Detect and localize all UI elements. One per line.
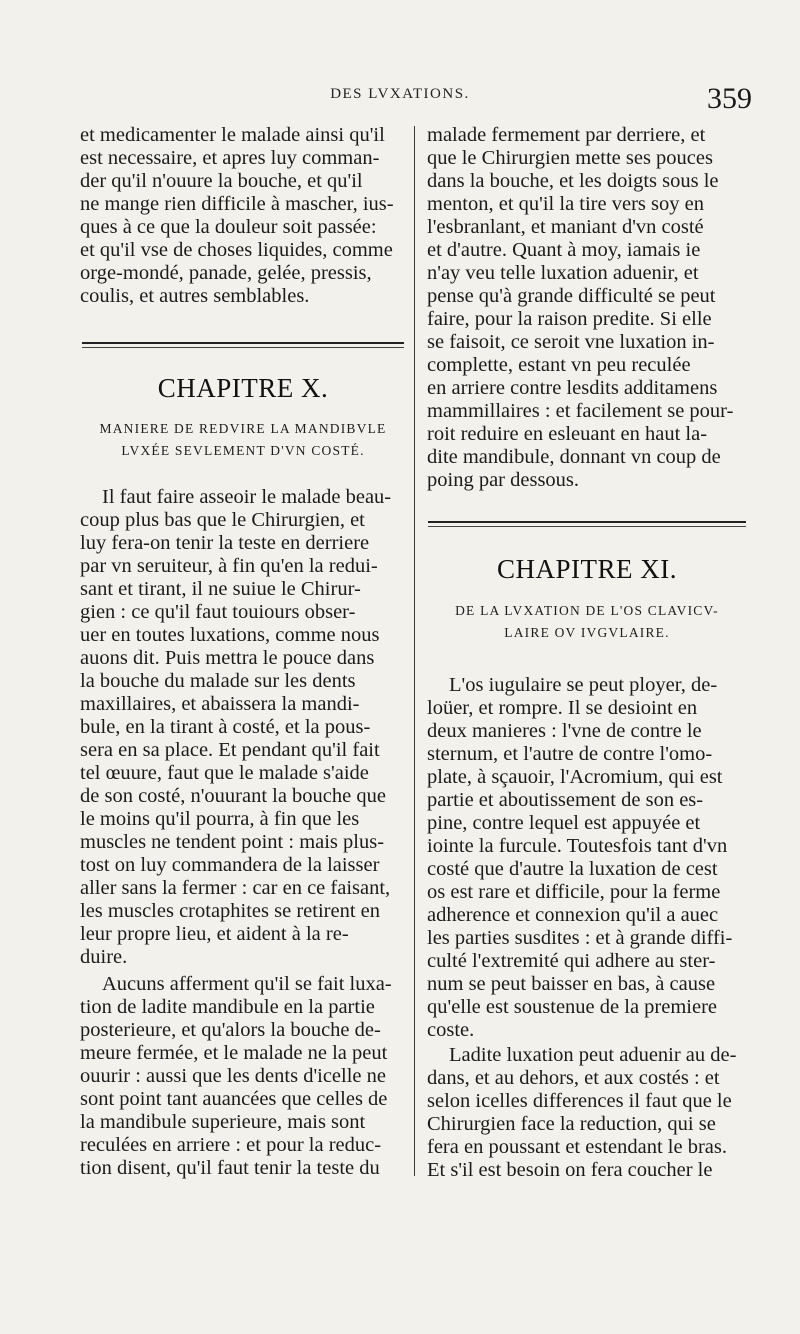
text-line: dans, et au dehors, et aux costés : et xyxy=(427,1067,720,1089)
text-line: partie et aboutissement de son es- xyxy=(427,789,704,811)
text-line: ne mange rien difficile à mascher, ius- xyxy=(80,193,394,215)
subtitle-line: MANIERE DE REDVIRE LA MANDIBVLE xyxy=(99,421,387,436)
text-line: tost on luy commandera de la laisser xyxy=(80,854,380,876)
text-line: tion disent, qu'il faut tenir la teste du xyxy=(80,1157,380,1179)
page-number: 359 xyxy=(707,82,752,115)
subtitle-line: LVXÉE SEVLEMENT D'VN COSTÉ. xyxy=(121,443,365,458)
text-line: Chirurgien face la reduction, qui se xyxy=(427,1113,716,1135)
text-line: uer en toutes luxations, comme nous xyxy=(80,624,380,646)
text-line: la mandibule superieure, mais sont xyxy=(80,1111,366,1133)
text-line: selon icelles differences il faut que le xyxy=(427,1090,732,1112)
text-line: gien : ce qu'il faut touiours obser- xyxy=(80,601,356,623)
left-column-para3 xyxy=(80,973,405,1180)
text-line: coup plus bas que le Chirurgien, et xyxy=(80,509,365,531)
text-line: tel œuure, faut que le malade s'aide xyxy=(80,762,369,784)
text-line: aller sans la fermer : car en ce faisant, xyxy=(80,877,391,899)
text-line: pine, contre lequel est appuyée et xyxy=(427,812,701,834)
subtitle-line: DE LA LVXATION DE L'OS CLAVICV- xyxy=(455,603,719,618)
running-title: DES LVXATIONS. xyxy=(330,86,470,102)
chapter-subtitle xyxy=(82,418,404,462)
text-line: et d'autre. Quant à moy, iamais ie xyxy=(427,239,701,261)
text-line: le moins qu'il pourra, à fin que les xyxy=(80,808,360,830)
text-line: auons dit. Puis mettra le pouce dans xyxy=(80,647,375,669)
chapter-title: CHAPITRE X. xyxy=(157,373,329,403)
text-line: maxillaires, et abaissera la mandi- xyxy=(80,693,360,715)
text-line: posterieure, et qu'alors la bouche de- xyxy=(80,1019,381,1041)
text-line: num se peut baisser en bas, à cause xyxy=(427,973,716,995)
right-column-para2 xyxy=(427,674,752,1042)
text-line: ques à ce que la douleur soit passée: xyxy=(80,216,377,238)
text-line: roit reduire en esleuant en haut la- xyxy=(427,423,708,445)
text-line: os est rare et difficile, pour la ferme xyxy=(427,881,721,903)
text-line: dans la bouche, et les doigts sous le xyxy=(427,170,719,192)
chapter-rule xyxy=(428,521,746,523)
text-line: n'ay veu telle luxation aduenir, et xyxy=(427,262,699,284)
text-line: en arriere contre lesdits additamens xyxy=(427,377,718,399)
text-line: adherence et connexion qu'il a auec xyxy=(427,904,719,926)
text-line: der qu'il n'ouure la bouche, et qu'il xyxy=(80,170,363,192)
text-line: par vn seruiteur, à fin qu'en la redui- xyxy=(80,555,378,577)
text-line: coste. xyxy=(427,1019,475,1041)
text-line: est necessaire, et apres luy comman- xyxy=(80,147,380,169)
text-line: culté l'extremité qui adhere au ster- xyxy=(427,950,716,972)
text-line: plate, à sçauoir, l'Acromium, qui est xyxy=(427,766,723,788)
text-line: les muscles crotaphites se retirent en xyxy=(80,900,380,922)
text-line: duire. xyxy=(80,946,128,968)
text-line: les parties susdites : et à grande diffi- xyxy=(427,927,733,949)
text-line: qu'elle est soustenue de la premiere xyxy=(427,996,718,1018)
text-line: deux manieres : l'vne de contre le xyxy=(427,720,702,742)
text-line: iointe la furcule. Toutesfois tant d'vn xyxy=(427,835,728,857)
column-divider xyxy=(414,126,415,1176)
text-line: de son costé, n'ouurant la bouche que xyxy=(80,785,386,807)
text-line: reculées en arriere : et pour la reduc- xyxy=(80,1134,382,1156)
text-line: orge-mondé, panade, gelée, pressis, xyxy=(80,262,372,284)
text-line: Il faut faire asseoir le malade beau- xyxy=(102,486,392,508)
right-column-para3 xyxy=(427,1044,752,1182)
text-line: costé que d'autre la luxation de cest xyxy=(427,858,718,880)
chapter-rule xyxy=(82,347,404,348)
text-line: fera en poussant et estendant le bras. xyxy=(427,1136,727,1158)
text-line: malade fermement par derriere, et xyxy=(427,124,706,146)
text-line: mammillaires : et facilement se pour- xyxy=(427,400,734,422)
text-line: ouurir : aussi que les dents d'icelle ne xyxy=(80,1065,386,1087)
text-line: bule, en la tirant à costé, et la pous- xyxy=(80,716,371,738)
text-line: et qu'il vse de choses liquides, comme xyxy=(80,239,393,261)
text-line: la bouche du malade sur les dents xyxy=(80,670,356,692)
chapter-title: CHAPITRE XI. xyxy=(497,554,677,584)
text-line: tion de ladite mandibule en la partie xyxy=(80,996,375,1018)
chapter-subtitle xyxy=(428,600,746,644)
text-line: sant et tirant, il ne suiue le Chirur- xyxy=(80,578,361,600)
text-line: faire, pour la raison predite. Si elle xyxy=(427,308,712,330)
text-line: coulis, et autres semblables. xyxy=(80,285,310,307)
text-line: muscles ne tendent point : mais plus- xyxy=(80,831,385,853)
text-line: loüer, et rompre. Il se desioint en xyxy=(427,697,698,719)
text-line: sera en sa place. Et pendant qu'il fait xyxy=(80,739,380,761)
text-line: luy fera-on tenir la teste en derriere xyxy=(80,532,370,554)
text-line: sternum, et l'autre de contre l'omo- xyxy=(427,743,713,765)
left-column-para2 xyxy=(80,486,405,969)
text-line: complette, estant vn peu reculée xyxy=(427,354,691,376)
text-line: leur propre lieu, et aident à la re- xyxy=(80,923,349,945)
text-line: dite mandibule, donnant vn coup de xyxy=(427,446,721,468)
left-column-para1 xyxy=(80,124,405,308)
text-line: et medicamenter le malade ainsi qu'il xyxy=(80,124,385,146)
text-line: menton, et qu'il la tire vers soy en xyxy=(427,193,704,215)
subtitle-line: LAIRE OV IVGVLAIRE. xyxy=(504,625,670,640)
text-line: L'os iugulaire se peut ployer, de- xyxy=(449,674,718,696)
text-line: meure fermée, et le malade ne la peut xyxy=(80,1042,388,1064)
text-line: poing par dessous. xyxy=(427,469,580,491)
text-line: Aucuns afferment qu'il se fait luxa- xyxy=(102,973,392,995)
text-line: sont point tant auancées que celles de xyxy=(80,1088,388,1110)
text-line: se faisoit, ce seroit vne luxation in- xyxy=(427,331,715,353)
right-column-para1 xyxy=(427,124,752,492)
text-line: que le Chirurgien mette ses pouces xyxy=(427,147,713,169)
text-line: l'esbranlant, et maniant d'vn costé xyxy=(427,216,704,238)
text-line: pense qu'à grande difficulté se peut xyxy=(427,285,716,307)
text-line: Et s'il est besoin on fera coucher le xyxy=(427,1159,713,1181)
chapter-rule xyxy=(428,526,746,527)
chapter-rule xyxy=(82,342,404,344)
text-line: Ladite luxation peut aduenir au de- xyxy=(449,1044,737,1066)
